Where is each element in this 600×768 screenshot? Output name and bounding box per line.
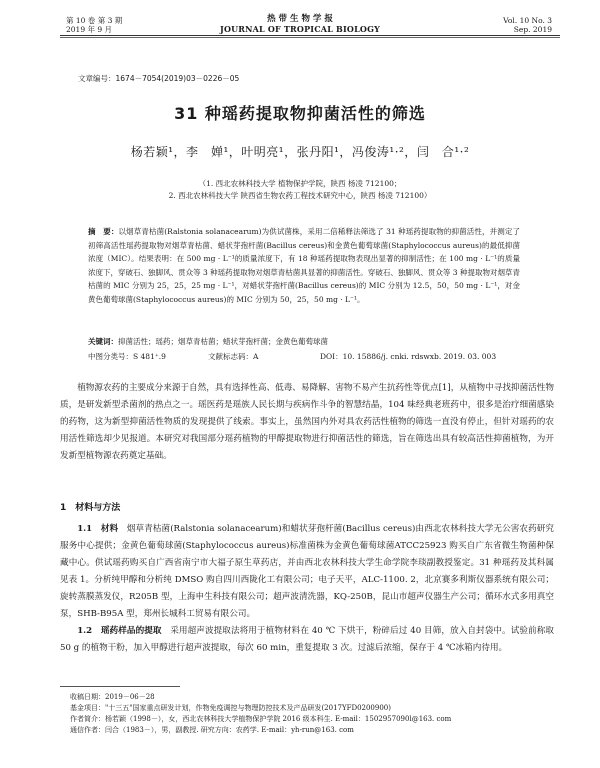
paper-title: 31 种瑶药提取物抑菌活性的筛选 <box>174 104 426 123</box>
introduction <box>60 380 554 465</box>
methods-body <box>60 521 554 657</box>
affiliation-2: 2. 西北农林科技大学 陕西省生物农药工程技术研究中心，陕西 杨凌 712100） <box>168 191 432 200</box>
abstract-label: 摘 要： <box>88 227 119 236</box>
header-rule-thin <box>60 37 560 38</box>
journal-name-en: JOURNAL OF TROPICAL BIOLOGY <box>219 24 381 34</box>
extraction-label: 1.2 瑶药样品的提取 <box>77 626 171 636</box>
extraction-text: 采用超声波提取法将用于植物材料在 40 ℃ 下烘干，粉碎后过 40 目筛，放入自封袋中。试验前称取 50 g 的植物干粉，加入甲醇进行超声波提取，每次 60 min，重复提取 3 次。过滤后浓缩，保存于 4 ℃冰箱内待用。 <box>60 626 554 653</box>
received-date: 收稿日期：2019－06－28 <box>70 693 155 701</box>
materials-paragraph <box>60 521 554 623</box>
volume-issue-en: Vol. 10 No. 3 <box>503 16 552 25</box>
materials-label: 1.1 材料 <box>77 524 127 534</box>
section-heading-methods: 1 材料与方法 <box>60 503 121 513</box>
materials-text: 烟草青枯菌(Ralstonia solanacearum)和蜡状芽孢杆菌(Bacillus cereus)由西北农林科技大学无公害农药研究服务中心提供；金黄色葡萄球菌(Staphylococcus aureus)标准菌株为金黄色葡萄球菌ATCC25923 购买自广东省微生物菌种保藏中心。供试瑶药购买自广西省南宁市大福子原生草药店，并由西北农林科技大学生命学院李琰副教授鉴定。31 种瑶药及其科属见表 1。分析纯甲醇和分析纯 DMSO 购自四川西陇化工有限公司；电子天平，ALC-1100. 2，北京赛多利斯仪器系统有限公司；旋转蒸膜蒸发仪，R205B 型，上海申生科技有限公司；超声波清洗器，KQ-250B，昆山市超声仪器生产公司；循环水式多用真空泵，SHB-B95A 型，郑州长城科工贸易有限公司。 <box>60 524 554 619</box>
intro-paragraph: 植物源农药的主要成分来源于自然，具有选择性高、低毒、易降解、害物不易产生抗药性等优点[1]，从植物中寻找抑菌活性物质，是研发新型杀菌剂的热点之一。瑶医药是瑶族人民长期与疾病作斗争的智慧结晶，104 味经典老班药中，很多是治疗细菌感染的药物，这为新型抑菌活性物质的发现提供了线索。事实上，虽然国内外对具农药活性植物的筛选一直没有停止，但针对瑶药的农用活性筛选却少见报道。本研究对我国部分瑶药植物的甲醇提取物进行抑菌活性的筛选，旨在筛选出具有较高活性抑菌植物，为开发新型植物源农药奠定基础。 <box>60 383 554 461</box>
volume-issue: 第 10 卷 第 3 期 <box>66 16 123 25</box>
corresponding-author: 通信作者：闫合（1983－），男，副教授. 研究方向：农药学. E-mail：yh-run@163. com <box>70 726 354 734</box>
keywords <box>88 336 520 348</box>
abstract-text: 以烟草青枯菌(Ralstonia solanacearum)为供试菌株，采用二倍稀释法筛选了 31 种瑶药提取物的抑菌活性，并测定了初筛高活性瑶药提取物对烟草青枯菌、蜡状芽孢杆菌(Bacillus cereus)和金黄色葡萄球菌(Staphylococcus aureus)的最低抑菌浓度（MIC）。结果表明：在 500 mg · L⁻¹的质量浓度下，有 18 种瑶药提取物表现出显著的抑制活性；在 100 mg · L⁻¹的质量浓度下，穿破石、独脚风、贯众等 3 种瑶药提取物对烟草青枯菌具显著的抑菌活性。穿破石、独脚风、贯众等 3 种提取物对烟草青枯菌的 MIC 分别为 25，25，25 mg · L⁻¹，对蜡状芽孢杆菌(Bacillus cereus)的 MIC 分别为 12.5，50，50 mg · L⁻¹，对金黄色葡萄球菌(Staphylococcus aureus)的 MIC 分别为 50，25，50 mg · L⁻¹。 <box>88 227 520 304</box>
running-header-right <box>503 16 552 34</box>
keywords-text: 抑菌活性；瑶药；烟草青枯菌；蜡状芽孢杆菌；金黄色葡萄球菌 <box>118 337 328 346</box>
footnote-rule <box>60 686 180 687</box>
document-code: 文献标志码：A <box>208 352 259 361</box>
funding: 基金项目："十三五"国家重点研发计划，作物免疫调控与物理防控技术及产品研发(2017YFD0200900) <box>70 704 391 712</box>
author-list: 杨若颖¹，李 婵¹，叶明亮¹，张丹阳¹，冯俊涛¹·²，闫 合¹·² <box>130 145 470 159</box>
first-author-bio: 作者简介：杨若颖（1998－），女，西北农林科技大学植物保护学院 2016 级本科生. E-mail：1502957090l@163. com <box>70 715 452 723</box>
footnotes <box>70 692 550 736</box>
issue-date-en: Sep. 2019 <box>513 25 552 34</box>
header-rule <box>60 35 560 36</box>
extraction-paragraph <box>60 623 554 657</box>
article-number: 文章编号：1674－7054(2019)03－0226－05 <box>78 74 240 83</box>
clc-number: 中图分类号：S 481⁺.9 <box>88 352 166 361</box>
keywords-label: 关键词： <box>88 337 118 346</box>
issue-date: 2019 年 9 月 <box>66 25 113 34</box>
journal-name-cn: 热 带 生 物 学 报 <box>267 14 333 24</box>
affiliation-1: （1. 西北农林科技大学 植物保护学院，陕西 杨凌 712100； <box>198 179 402 188</box>
abstract <box>88 225 520 307</box>
doi: DOI：10. 15886/j. cnki. rdswxb. 2019. 03. 003 <box>320 352 497 361</box>
